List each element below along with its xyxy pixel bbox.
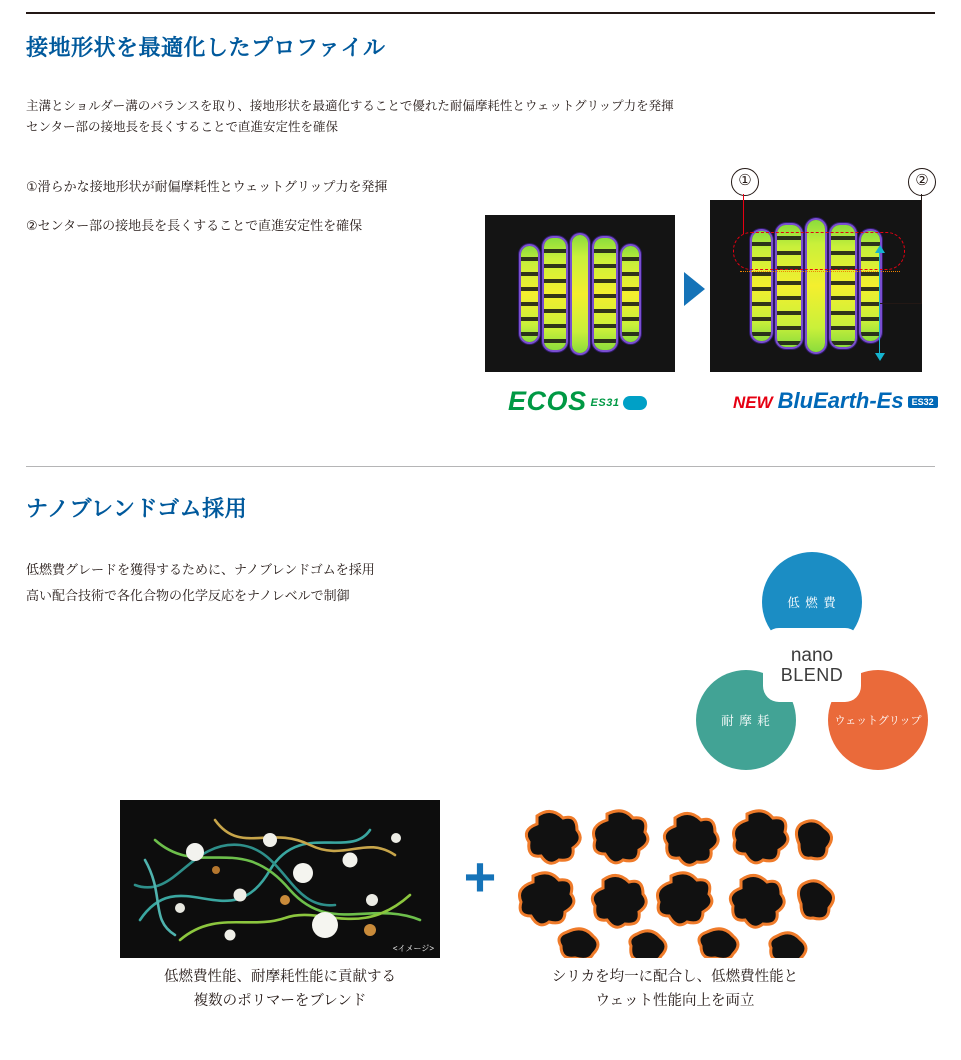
nano-text: nano [790, 644, 834, 666]
top-divider [26, 12, 935, 14]
ecos-logo [508, 386, 647, 417]
bluearth-logo-sub: ES32 [908, 396, 938, 408]
bluearth-logo [733, 388, 938, 414]
callout-1-badge: ① [731, 168, 759, 196]
callout-2-badge: ② [908, 168, 936, 196]
nano-blend-diagram [690, 552, 940, 774]
polymer-caption [100, 965, 460, 1013]
footprint-image-ecos [485, 215, 675, 372]
polymer-caption-line1: 低燃費性能、耐摩耗性能に貢献する [164, 969, 396, 985]
polymer-caption-line2: 複数のポリマーをブレンド [193, 993, 367, 1009]
section-divider [26, 466, 935, 467]
section2-body-line1: 低燃費グレードを獲得するために、ナノブレンドゴムを採用 [26, 562, 375, 577]
polymer-image-caption: <イメージ> [392, 944, 434, 953]
callout1-dotted-line [740, 271, 900, 272]
silica-caption-line2: ウェット性能向上を両立 [595, 993, 755, 1009]
yokohama-mark-icon [623, 396, 647, 410]
footprint-image-bluearth [710, 200, 922, 372]
rib [521, 246, 538, 342]
ecos-logo-sub: ES31 [590, 396, 620, 409]
callout-2-leader-horizontal [880, 303, 922, 304]
footprint-ribs-left [485, 235, 675, 353]
blob-wear-resistance-label: 耐 摩 耗 [721, 714, 771, 728]
transition-arrow-icon [684, 272, 705, 306]
callout-1-leader [743, 194, 744, 234]
section1-body-line2: センター部の接地長を長くすることで直進安定性を確保 [26, 120, 339, 134]
ecos-logo-text: ECOS [508, 386, 587, 416]
plus-icon: + [463, 845, 497, 908]
blob-low-fuel-label: 低 燃 費 [787, 596, 837, 610]
silica-illustration [515, 800, 835, 958]
section1-body-line1: 主溝とショルダー溝のバランスを取り、接地形状を最適化することで優れた耐偏摩耗性とウェットグリップ力を発揮 [26, 99, 674, 113]
blend-text: BLEND [780, 664, 844, 685]
bluearth-logo-text: BluEarth-Es [777, 388, 904, 413]
polymer-illustration [120, 800, 440, 958]
section1-title: 接地形状を最適化したプロファイル [26, 35, 386, 60]
rib [544, 238, 566, 350]
rib-center [572, 235, 588, 353]
polymer-blend-image [120, 800, 440, 958]
section2-title: ナノブレンドゴム採用 [26, 496, 248, 521]
section1-note-1: ①滑らかな接地形状が耐偏摩耗性とウェットグリップ力を発揮 [26, 179, 388, 194]
section2-body-line2: 高い配合技術で各化合物の化学反応をナノレベルで制御 [26, 588, 350, 603]
blob-wet-grip-label: ウェットグリップ [834, 715, 922, 727]
silica-caption [495, 965, 855, 1013]
rib [622, 246, 639, 342]
nano-blend-center-label [763, 628, 861, 702]
callout-2-leader-vertical [921, 194, 922, 304]
rib [594, 238, 616, 350]
bluearth-new-label: NEW [733, 393, 773, 412]
silica-caption-line1: シリカを均一に配合し、低燃費性能と [551, 969, 799, 985]
silica-dispersion-image [515, 800, 835, 958]
section1-note-2: ②センター部の接地長を長くすることで直進安定性を確保 [26, 218, 363, 233]
